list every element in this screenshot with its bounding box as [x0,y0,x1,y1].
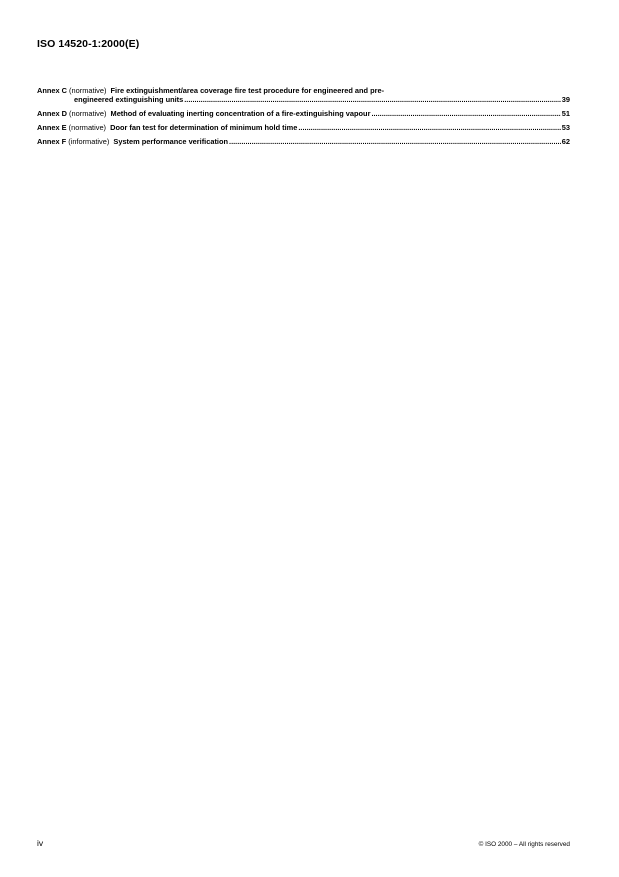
toc-entry-annex-c[interactable] [37,86,570,104]
toc-annex-type: (normative) [69,86,107,95]
toc-annex-title-continued: engineered extinguishing units [74,95,184,104]
toc-dot-leader [184,95,561,104]
toc-page-number: 62 [561,137,570,146]
toc-annex-title: Door fan test for determination of minimum hold time [110,123,298,132]
toc-annex-label: Annex C [37,86,67,95]
toc-dot-leader [229,137,561,146]
toc-annex-type: (normative) [69,109,107,118]
toc-annex-title: Method of evaluating inerting concentration of a fire-extinguishing vapour [110,109,371,118]
toc-dot-leader [298,123,560,132]
page-footer [37,838,570,848]
toc-annex-title: System performance verification [113,137,229,146]
toc-dot-leader [371,109,560,118]
toc-entry-annex-e[interactable] [37,123,570,132]
toc-page-number: 39 [561,95,570,104]
footer-page-number: iv [37,838,44,848]
toc-page-number: 53 [561,123,570,132]
toc-annex-type: (normative) [68,123,107,132]
toc-entry-annex-d[interactable] [37,109,570,118]
toc-annex-label: Annex D [37,109,67,118]
document-identifier: ISO 14520-1:2000(E) [37,38,140,50]
toc-annex-label: Annex F [37,137,67,146]
toc-annex-label: Annex E [37,123,67,132]
table-of-contents [37,86,570,151]
toc-annex-title: Fire extinguishment/area coverage fire test procedure for engineered and pre- [110,86,385,95]
toc-page-number: 51 [561,109,570,118]
footer-copyright: © ISO 2000 – All rights reserved [478,841,570,848]
toc-annex-type: (informative) [68,137,110,146]
toc-entry-annex-f[interactable] [37,137,570,146]
